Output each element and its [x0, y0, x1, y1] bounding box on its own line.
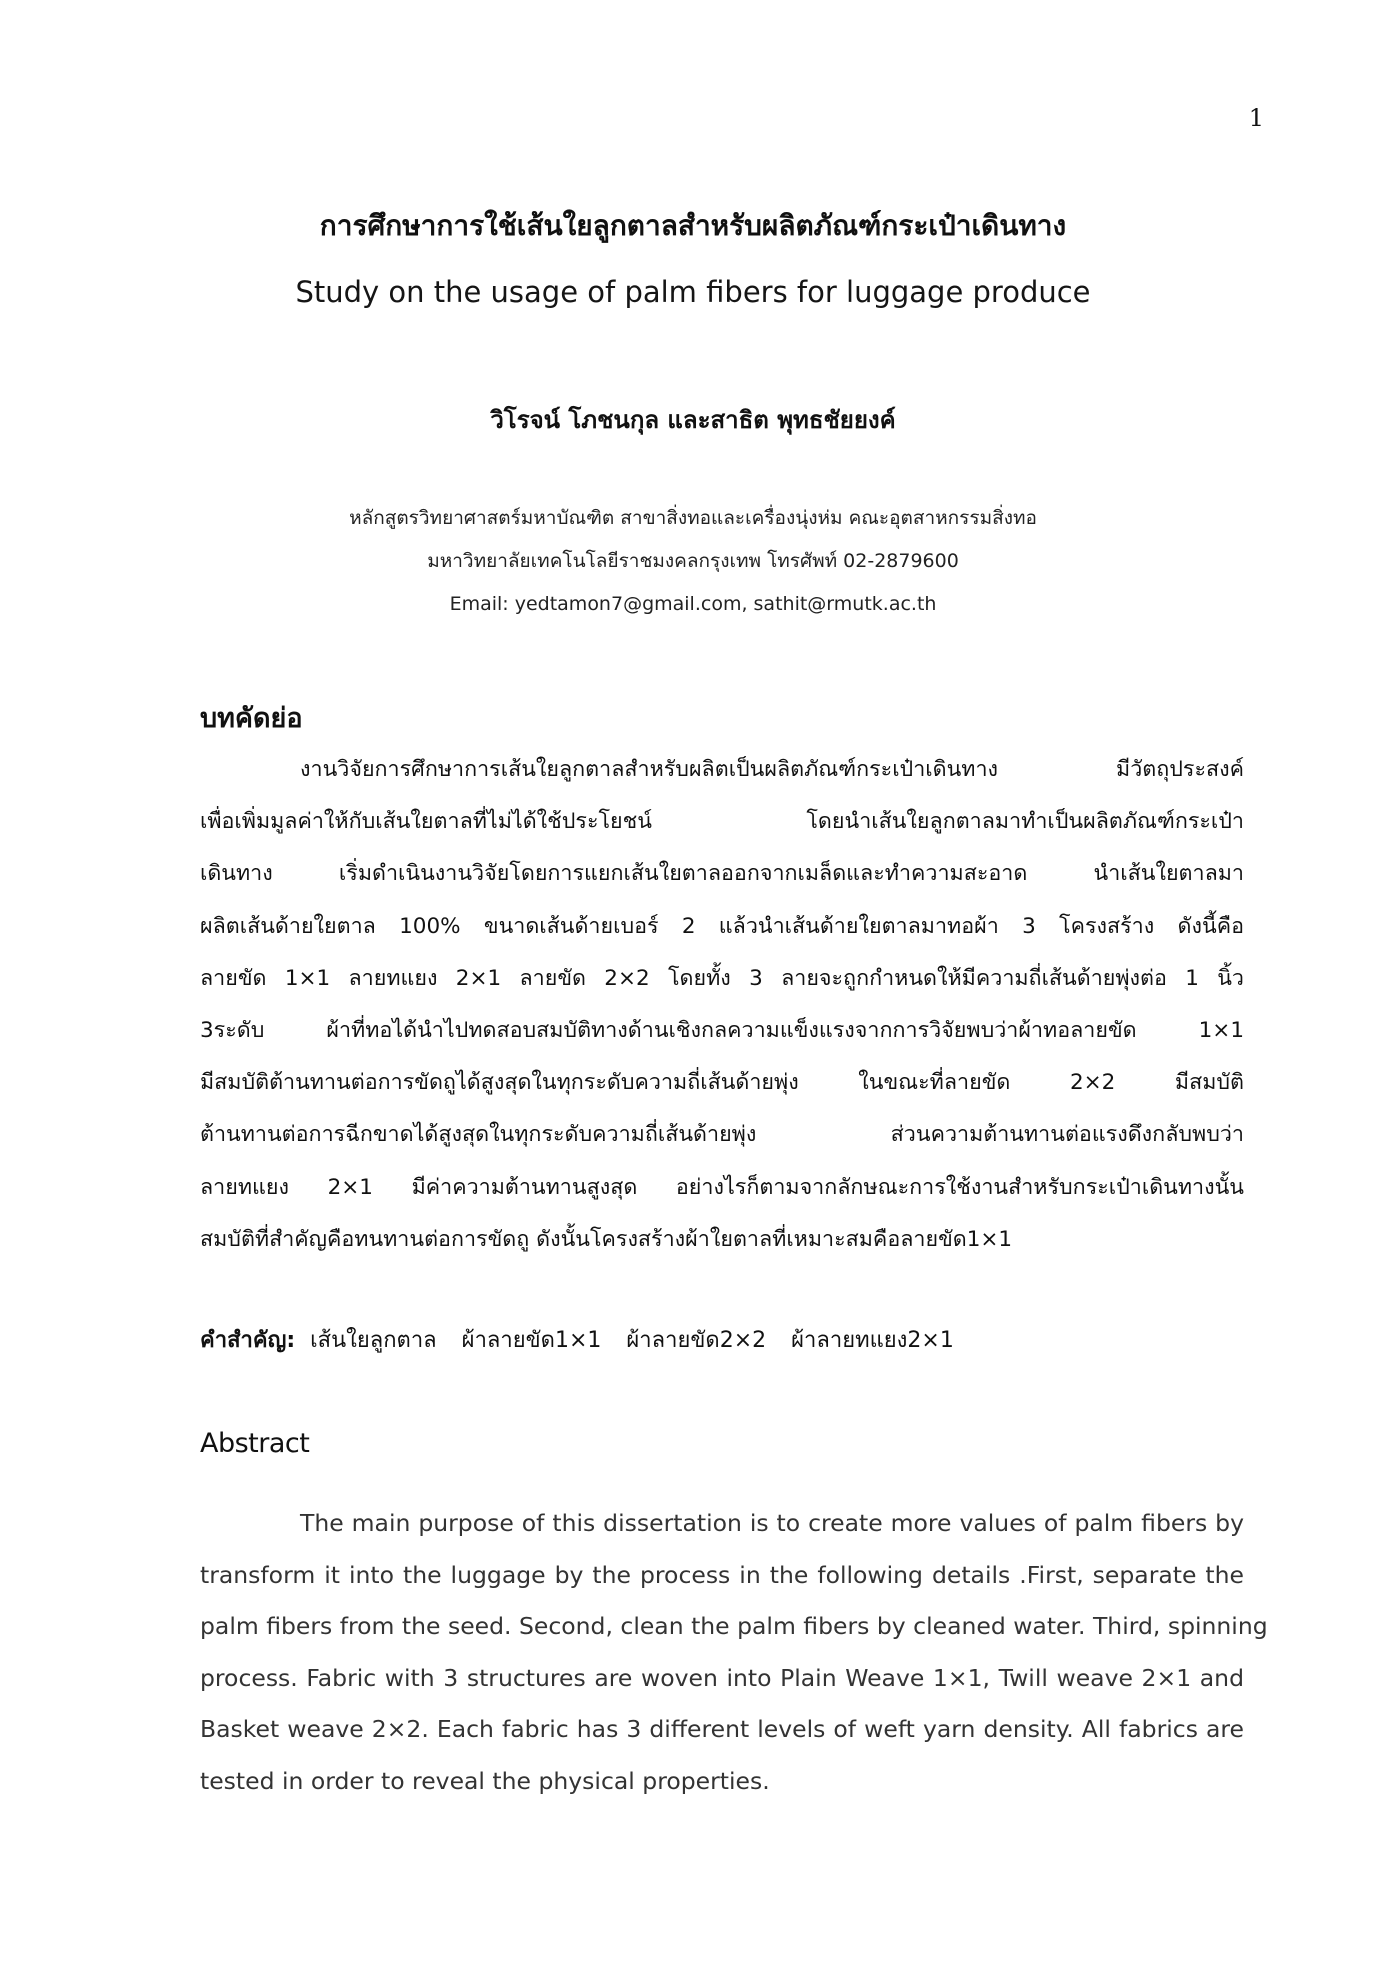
paragraph-line: งานวิจัยการศึกษาการเส้นใยลูกตาลสำหรับผลิตเป็นผลิตภัณฑ์กระเป๋าเดินทาง มีวัตถุประสงค์: [300, 757, 1244, 782]
english-abstract-body: [200, 1498, 1268, 1808]
keywords-label: คำสำคัญ:: [200, 1328, 296, 1353]
authors: วิโรจน์ โภชนกุล และสาธิต พุทธชัยยงค์: [490, 406, 896, 434]
paragraph-line: สมบัติที่สำคัญคือทนทานต่อการขัดถู ดังนั้นโครงสร้างผ้าใยตาลที่เหมาะสมคือลายขัด1×1: [200, 1226, 1013, 1252]
paragraph-line: เดินทาง เริ่มดำเนินงานวิจัยโดยการแยกเส้นใยตาลออกจากเมล็ดและทำความสะอาด นำเส้นใยตาลมา: [200, 861, 1244, 887]
affiliation-email: Email: yedtamon7@gmail.com, sathit@rmutk.ac.th: [449, 593, 937, 615]
paragraph-line: The main purpose of this dissertation is to create more values of palm fibers by: [300, 1509, 1244, 1537]
keyword: ผ้าลายขัด1×1: [461, 1328, 602, 1353]
affiliation-line: มหาวิทยาลัยเทคโนโลยีราชมงคลกรุงเทพ โทรศัพท์ 02-2879600: [427, 550, 959, 572]
keywords: [200, 1322, 972, 1357]
paragraph-line: transform it into the luggage by the process in the following details .First, separate the: [200, 1560, 1244, 1589]
paragraph-line: tested in order to reveal the physical properties.: [200, 1766, 770, 1795]
page-number: 1: [1248, 104, 1264, 132]
thai-abstract-heading: บทคัดย่อ: [200, 703, 303, 734]
paragraph-line: เพื่อเพิ่มมูลค่าให้กับเส้นใยตาลที่ไม่ได้ใช้ประโยชน์ โดยนำเส้นใยลูกตาลมาทำเป็นผลิตภัณฑ์กระเป๋า: [200, 809, 1244, 835]
keyword: ผ้าลายขัด2×2: [626, 1328, 767, 1353]
paragraph-line: ลายทแยง 2×1 มีค่าความต้านทานสูงสุด อย่างไรก็ตามจากลักษณะการใช้งานสำหรับกระเป๋าเดินทางนั้น: [200, 1174, 1244, 1200]
keyword: ผ้าลายทแยง2×1: [791, 1328, 954, 1353]
title-block: [0, 206, 1386, 312]
paragraph-line: มีสมบัติต้านทานต่อการขัดถูได้สูงสุดในทุกระดับความถี่เส้นด้ายพุ่ง ในขณะที่ลายขัด 2×2 มีสมบัติ: [200, 1070, 1244, 1096]
title-thai: การศึกษาการใช้เส้นใยลูกตาลสำหรับผลิตภัณฑ์กระเป๋าเดินทาง: [319, 209, 1067, 242]
affiliation-line: หลักสูตรวิทยาศาสตร์มหาบัณฑิต สาขาสิ่งทอและเครื่องนุ่งห่ม คณะอุตสาหกรรมสิ่งทอ: [349, 507, 1037, 529]
paragraph-line: palm fibers from the seed. Second, clean the palm fibers by cleaned water. Third, spinning: [200, 1612, 1268, 1641]
thai-abstract-body: [200, 744, 1244, 1266]
affiliation: [0, 497, 1386, 626]
paragraph-line: Basket weave 2×2. Each fabric has 3 different levels of weft yarn density. All fabrics are: [200, 1715, 1244, 1744]
english-abstract-heading: Abstract: [200, 1428, 310, 1459]
paragraph-line: ผลิตเส้นด้ายใยตาล 100% ขนาดเส้นด้ายเบอร์ 2 แล้วนำเส้นด้ายใยตาลมาทอผ้า 3 โครงสร้าง ดังนี้คือ: [200, 913, 1244, 939]
paragraph-line: ลายขัด 1×1 ลายทแยง 2×1 ลายขัด 2×2 โดยทั้ง 3 ลายจะถูกกำหนดให้มีความถี่เส้นด้ายพุ่งต่อ 1 นิ้ว: [200, 965, 1244, 991]
title-english: Study on the usage of palm fibers for luggage produce: [295, 275, 1091, 309]
paragraph-line: ต้านทานต่อการฉีกขาดได้สูงสุดในทุกระดับความถี่เส้นด้ายพุ่ง ส่วนความต้านทานต่อแรงดึงกลับพบว่า: [200, 1122, 1244, 1148]
paragraph-line: process. Fabric with 3 structures are woven into Plain Weave 1×1, Twill weave 2×1 and: [200, 1663, 1244, 1692]
keyword: เส้นใยลูกตาล: [310, 1328, 437, 1353]
paragraph-line: 3ระดับ ผ้าที่ทอได้นำไปทดสอบสมบัติทางด้านเชิงกลความแข็งแรงจากการวิจัยพบว่าผ้าทอลายขัด 1×1: [200, 1018, 1244, 1044]
